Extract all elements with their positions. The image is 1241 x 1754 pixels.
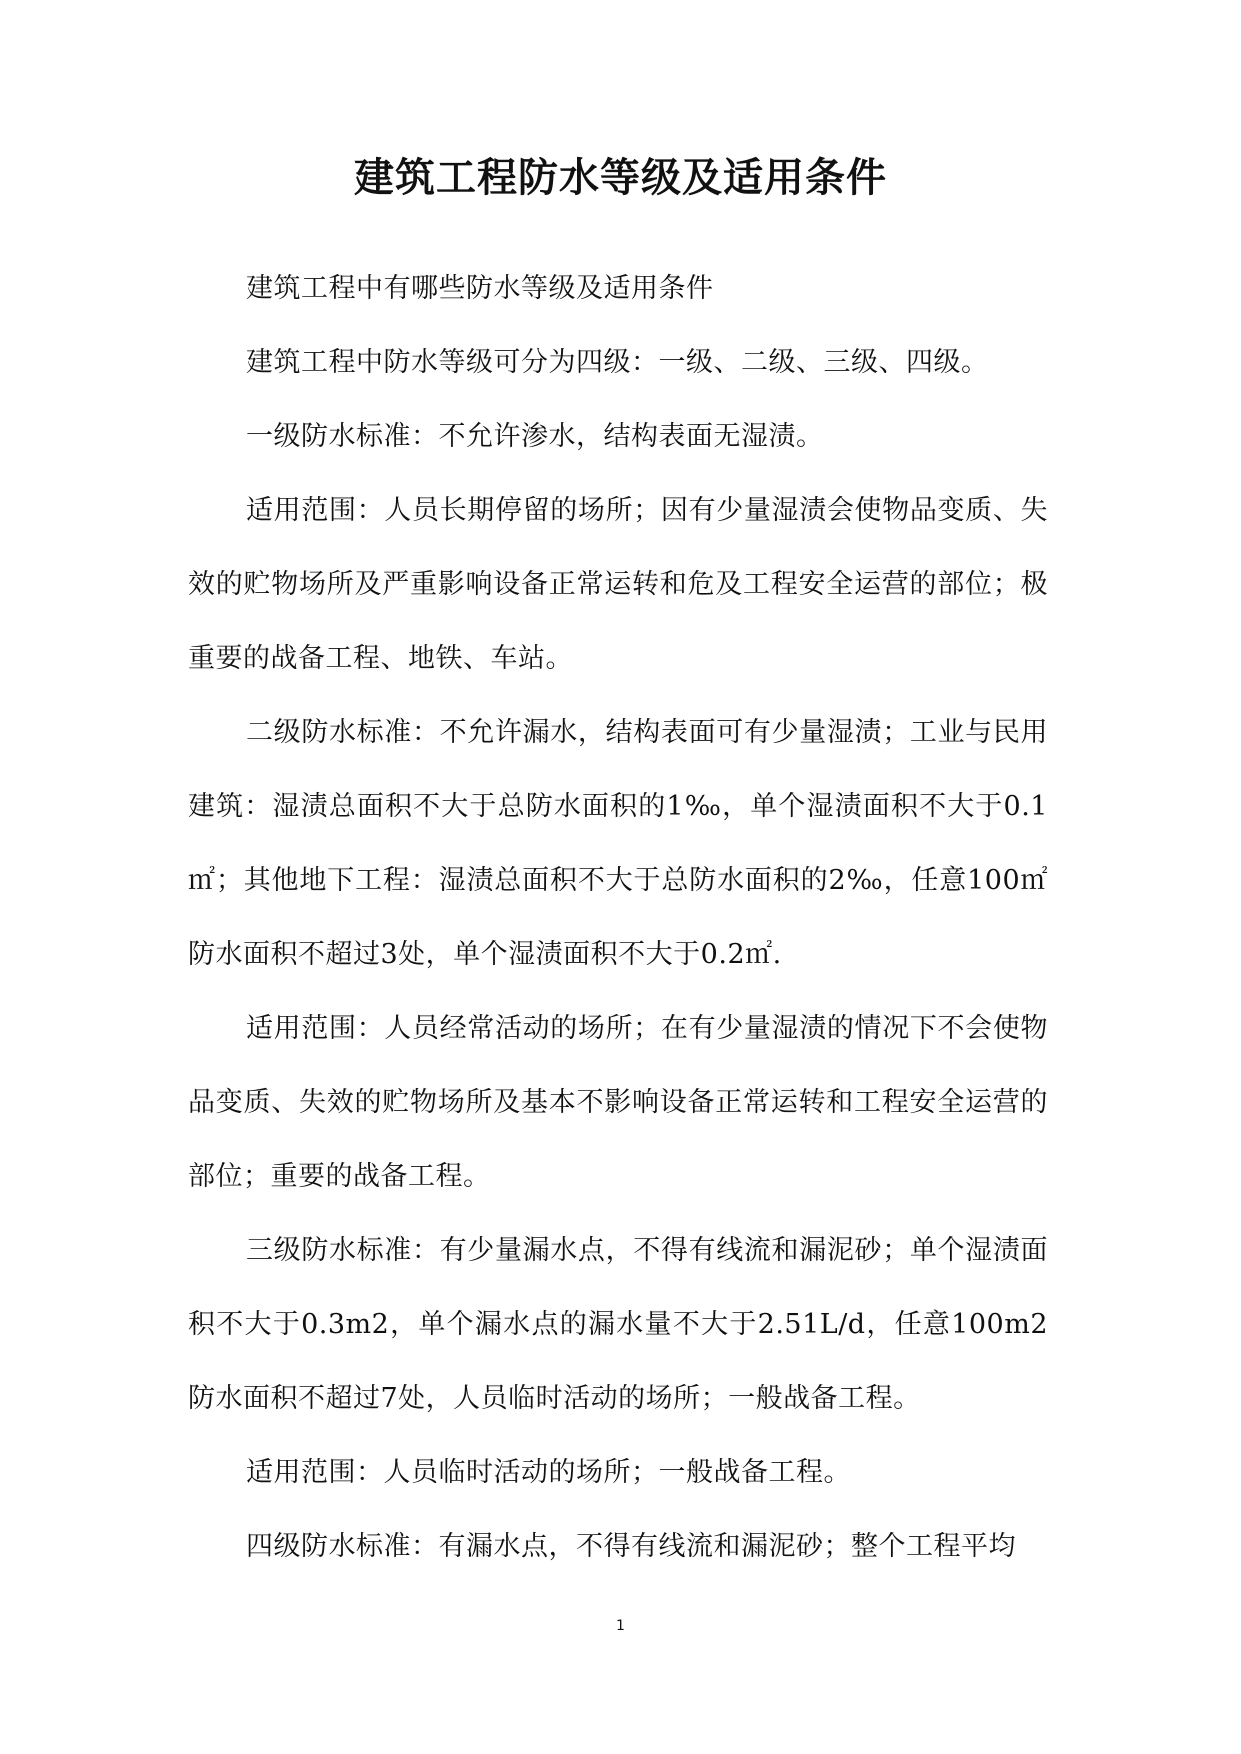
paragraph-level3-standard: 三级防水标准：有少量漏水点，不得有线流和漏泥砂；单个湿渍面积不大于0.3m2，单个漏水点的漏水量不大于2.51L/d，任意100m2防水面积不超过7处，人员临时活动的场所；一般战备工程。	[188, 1235, 1048, 1414]
paragraph-level4-standard: 四级防水标准：有漏水点，不得有线流和漏泥砂；整个工程平均	[246, 1531, 1016, 1562]
paragraph-levels-overview: 建筑工程中防水等级可分为四级：一级、二级、三级、四级。	[246, 347, 989, 378]
page-title: 建筑工程防水等级及适用条件	[354, 154, 887, 201]
page-number: 1	[616, 1618, 625, 1634]
paragraph-level1-scope: 适用范围：人员长期停留的场所；因有少量湿渍会使物品变质、失效的贮物场所及严重影响设备正常运转和危及工程安全运营的部位；极重要的战备工程、地铁、车站。	[188, 495, 1048, 674]
document-body	[188, 252, 1048, 1584]
paragraph-level2-standard: 二级防水标准：不允许漏水，结构表面可有少量湿渍；工业与民用建筑：湿渍总面积不大于总防水面积的1‰，单个湿渍面积不大于0.1㎡；其他地下工程：湿渍总面积不大于总防水面积的2‰，任意100㎡防水面积不超过3处，单个湿渍面积不大于0.2㎡.	[188, 717, 1048, 970]
paragraph-level3-scope: 适用范围：人员临时活动的场所；一般战备工程。	[246, 1457, 851, 1488]
paragraph-subtitle: 建筑工程中有哪些防水等级及适用条件	[246, 273, 714, 304]
paragraph-level2-scope: 适用范围：人员经常活动的场所；在有少量湿渍的情况下不会使物品变质、失效的贮物场所及基本不影响设备正常运转和工程安全运营的部位；重要的战备工程。	[188, 1013, 1048, 1192]
paragraph-level1-standard: 一级防水标准：不允许渗水，结构表面无湿渍。	[246, 421, 824, 452]
